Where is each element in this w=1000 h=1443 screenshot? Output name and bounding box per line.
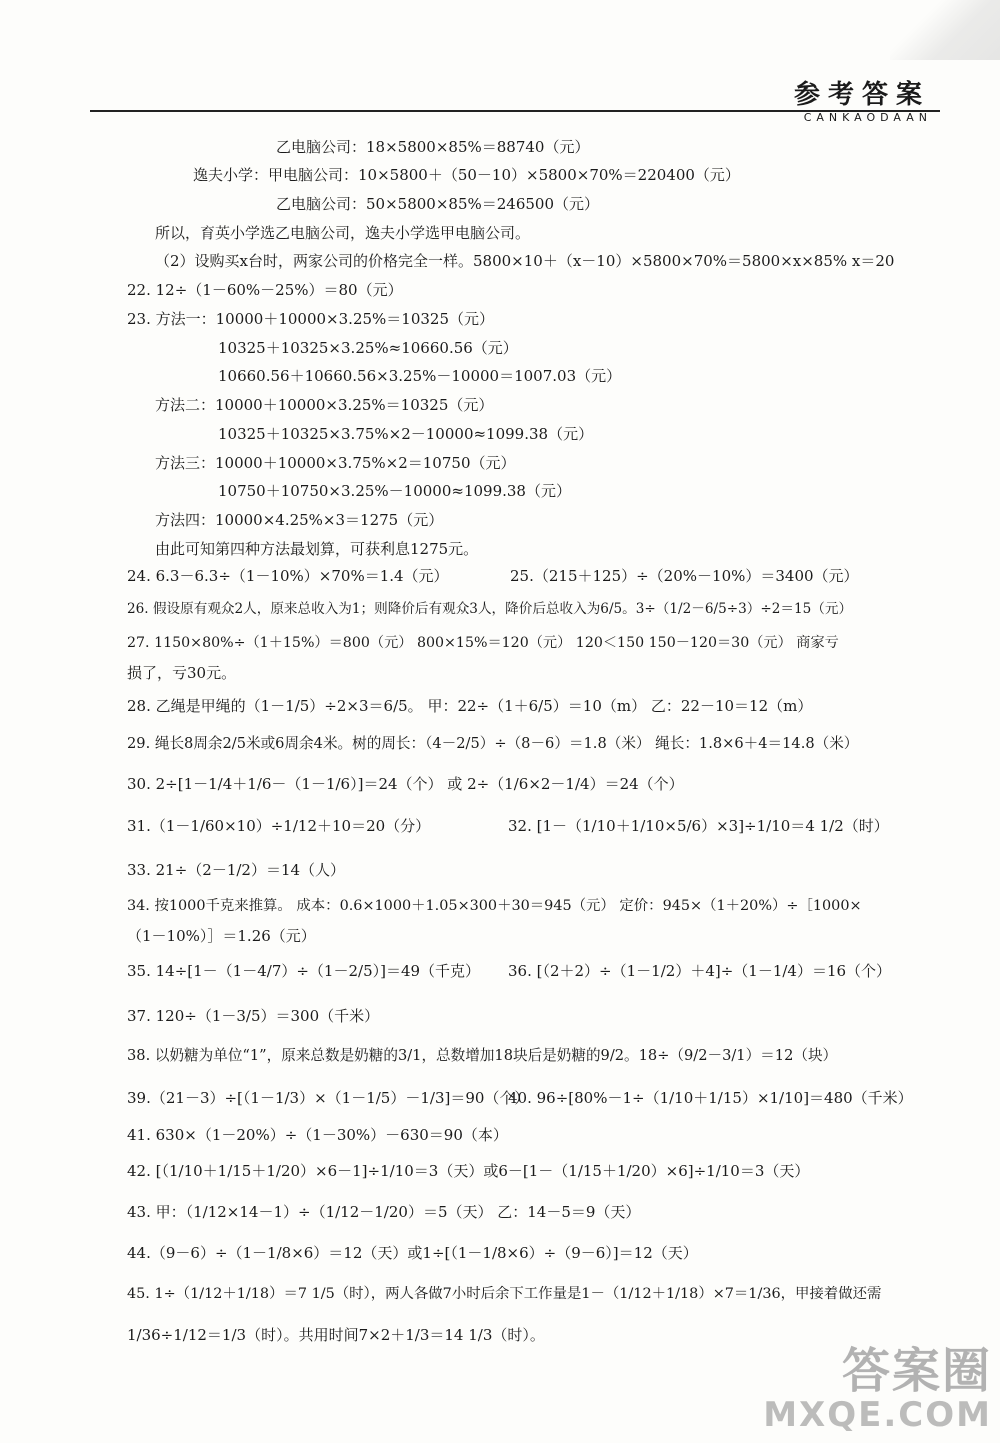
answer-line: 39.（21－3）÷[（1－1/3）×（1－1/5）－1/3]＝90（个）	[127, 1089, 530, 1107]
answer-line: 32. [1－（1/10＋1/10×5/6）×3]÷1/10＝4 1/2（时）	[508, 817, 889, 835]
answer-line: 34. 按1000千克来推算。 成本：0.6×1000＋1.05×300＋30＝945（元） 定价：945×（1＋20%）÷［1000×	[127, 898, 862, 914]
answer-line: 35. 14÷[1－（1－4/7）÷（1－2/5）]＝49（千克）	[127, 962, 481, 980]
answer-line: （2）设购买x台时，两家公司的价格完全一样。5800×10＋（x－10）×5800×70%＝5800×x×85% x＝20	[155, 252, 895, 270]
answer-line: 方法三：10000＋10000×3.75%×2＝10750（元）	[155, 454, 516, 472]
answer-line: （1－10%）］＝1.26（元）	[127, 927, 316, 945]
answer-line: 24. 6.3－6.3÷（1－10%）×70%＝1.4（元）	[127, 567, 449, 585]
answer-line: 23. 方法一：10000＋10000×3.25%＝10325（元）	[127, 310, 494, 328]
answer-line: 10750＋10750×3.25%－10000≈1099.38（元）	[218, 482, 571, 500]
answer-line: 42. [（1/10＋1/15＋1/20）×6－1]÷1/10＝3（天）或6－[1－（1/15＋1/20）×6]÷1/10＝3（天）	[127, 1162, 810, 1180]
answer-line: 38. 以奶糖为单位“1”，原来总数是奶糖的3/1，总数增加18块后是奶糖的9/2。18÷（9/2－3/1）＝12（块）	[127, 1047, 838, 1064]
answer-line: 27. 1150×80%÷（1＋15%）＝800（元） 800×15%＝120（元） 120＜150 150－120＝30（元） 商家亏	[127, 635, 839, 651]
answer-line: 31.（1－1/60×10）÷1/12＋10＝20（分）	[127, 817, 431, 835]
watermark-url: MXQE.COM	[763, 1395, 992, 1435]
answer-line: 损了，亏30元。	[127, 664, 237, 682]
answer-line: 36. [（2＋2）÷（1－1/2）＋4]÷（1－1/4）＝16（个）	[508, 962, 892, 980]
answer-line: 方法四：10000×4.25%×3＝1275（元）	[155, 511, 444, 529]
answer-line: 乙电脑公司：50×5800×85%＝246500（元）	[276, 195, 599, 213]
answer-line: 28. 乙绳是甲绳的（1－1/5）÷2×3＝6/5。 甲：22÷（1＋6/5）＝10（m） 乙：22－10＝12（m）	[127, 697, 813, 715]
answer-line: 45. 1÷（1/12＋1/18）＝7 1/5（时），两人各做7小时后余下工作量是1－（1/12＋1/18）×7＝1/36，甲接着做还需	[127, 1286, 882, 1302]
answer-line: 41. 630×（1－20%）÷（1－30%）－630＝90（本）	[127, 1126, 508, 1144]
answer-line: 逸夫小学：甲电脑公司：10×5800＋（50－10）×5800×70%＝220400（元）	[193, 166, 740, 184]
answer-line: 10325＋10325×3.25%≈10660.56（元）	[218, 339, 518, 357]
answer-line: 1/36÷1/12＝1/3（时）。共用时间7×2＋1/3＝14 1/3（时）。	[127, 1326, 545, 1344]
answer-line: 37. 120÷（1－3/5）＝300（千米）	[127, 1007, 380, 1025]
answer-line: 10660.56＋10660.56×3.25%－10000＝1007.03（元）	[218, 367, 622, 385]
answer-line: 方法二：10000＋10000×3.25%＝10325（元）	[155, 396, 494, 414]
answer-line: 43. 甲：（1/12×14－1）÷（1/12－1/20）＝5（天） 乙：14－5＝9（天）	[127, 1203, 641, 1221]
answer-line: 44.（9－6）÷（1－1/8×6）＝12（天）或1÷[（1－1/8×6）÷（9－6）]＝12（天）	[127, 1244, 698, 1262]
watermark	[763, 1332, 992, 1435]
answer-line: 30. 2÷[1－1/4＋1/6－（1－1/6）]＝24（个） 或 2÷（1/6×2－1/4）＝24（个）	[127, 775, 684, 793]
page-title: 参考答案	[793, 80, 930, 110]
answer-line: 所以，育英小学选乙电脑公司，逸夫小学选甲电脑公司。	[155, 224, 531, 242]
answer-line: 26. 假设原有观众2人，原来总收入为1；则降价后有观众3人，降价后总收入为6/5。3÷（1/2－6/5÷3）÷2＝15（元）	[127, 601, 853, 617]
answer-line: 40. 96÷[80%－1÷（1/10＋1/15）×1/10]＝480（千米）	[508, 1089, 913, 1107]
page-subtitle: CANKAODAAN	[803, 111, 932, 124]
answer-line: 33. 21÷（2－1/2）＝14（人）	[127, 861, 346, 879]
page-corner-shadow	[890, 0, 1000, 60]
answer-line: 由此可知第四种方法最划算，可获利息1275元。	[155, 540, 479, 558]
watermark-text: 答案圈	[841, 1343, 992, 1399]
answer-line: 25.（215＋125）÷（20%－10%）＝3400（元）	[510, 567, 859, 585]
answer-line: 10325＋10325×3.75%×2－10000≈1099.38（元）	[218, 425, 594, 443]
answer-line: 乙电脑公司：18×5800×85%＝88740（元）	[276, 138, 590, 156]
answer-line: 29. 绳长8周余2/5米或6周余4米。树的周长：（4－2/5）÷（8－6）＝1.8（米） 绳长：1.8×6＋4＝14.8（米）	[127, 735, 859, 752]
answer-line: 22. 12÷（1－60%－25%）＝80（元）	[127, 281, 403, 299]
